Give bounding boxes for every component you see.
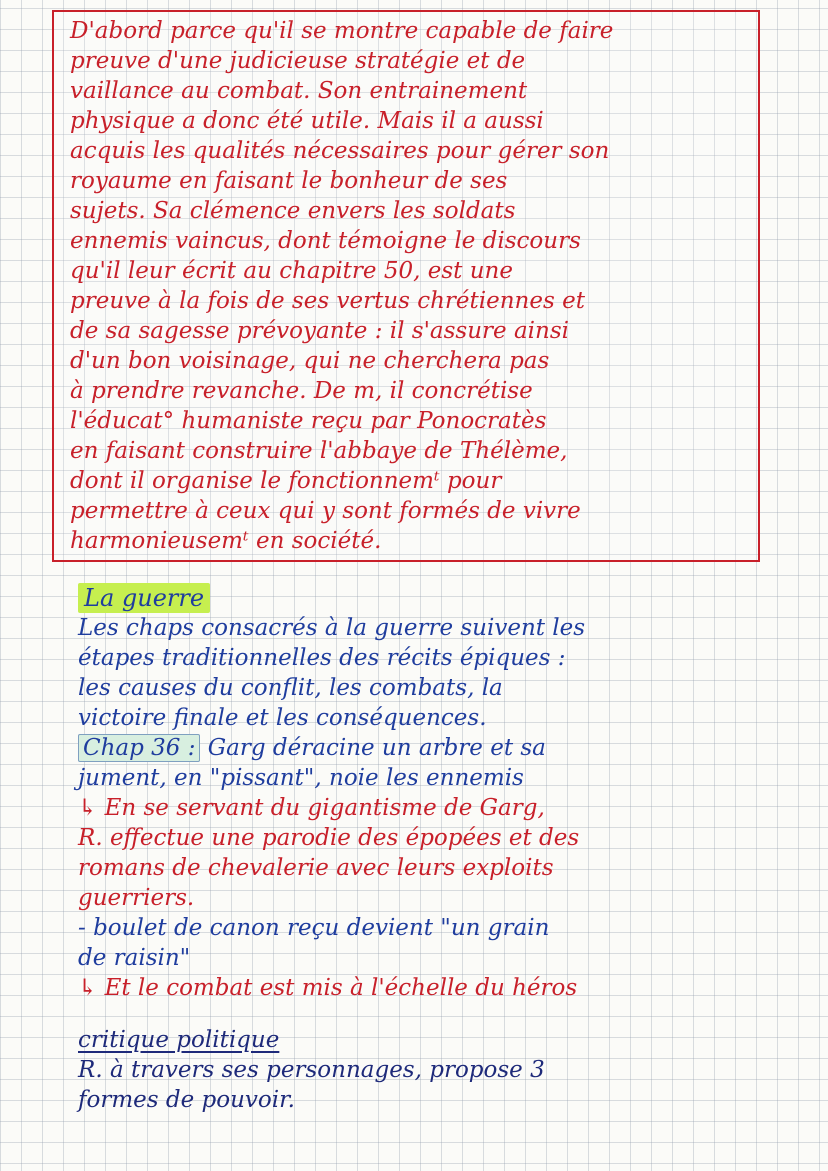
red-line: acquis les qualités nécessaires pour gérer son	[70, 138, 610, 164]
red-line: qu'il leur écrit au chapitre 50, est une	[70, 258, 513, 284]
boulet-note	[78, 913, 798, 973]
red-line: permettre à ceux qui y sont formés de vivre	[70, 498, 581, 524]
echelle-line: ↳ Et le combat est mis à l'échelle du héros	[78, 975, 578, 1001]
guerre-section	[78, 583, 798, 1003]
guerre-heading: La guerre	[78, 583, 210, 613]
red-line: l'éducat° humaniste reçu par Ponocratès	[70, 408, 547, 434]
red-line: preuve d'une judicieuse stratégie et de	[70, 48, 526, 74]
red-line: physique a donc été utile. Mais il a aussi	[70, 108, 544, 134]
chap-36-note	[78, 733, 798, 793]
red-line: D'abord parce qu'il se montre capable de faire	[70, 18, 614, 44]
red-line: ennemis vaincus, dont témoigne le discours	[70, 228, 581, 254]
analysis-line: guerriers.	[78, 885, 195, 911]
analysis-line: romans de chevalerie avec leurs exploits	[78, 855, 554, 881]
intro-line: étapes traditionnelles des récits épiques :	[78, 645, 566, 671]
red-line: d'un bon voisinage, qui ne cherchera pas	[70, 348, 550, 374]
chap-36-text: Garg déracine un arbre et sa	[207, 735, 546, 761]
chap-36-line-2: jument, en "pissant", noie les ennemis	[78, 765, 524, 791]
chap-36-line	[78, 733, 798, 763]
echelle-note	[78, 973, 798, 1003]
analysis-line: R. effectue une parodie des épopées et des	[78, 825, 580, 851]
red-line: vaillance au combat. Son entrainement	[70, 78, 528, 104]
chap-36-label: Chap 36 :	[78, 734, 200, 762]
intro-line: Les chaps consacrés à la guerre suivent les	[78, 615, 586, 641]
critique-line: R. à travers ses personnages, propose 3	[78, 1057, 545, 1083]
intro-line: les causes du conflit, les combats, la	[78, 675, 503, 701]
critique-heading: critique politique	[78, 1027, 280, 1053]
red-line: royaume en faisant le bonheur de ses	[70, 168, 508, 194]
guerre-intro	[78, 613, 798, 733]
red-line: harmonieusemᵗ en société.	[70, 528, 382, 554]
red-line: à prendre revanche. De m, il concrétise	[70, 378, 533, 404]
boulet-line: - boulet de canon reçu devient "un grain	[78, 915, 550, 941]
critique-section	[78, 1025, 798, 1115]
analysis-line: ↳ En se servant du gigantisme de Garg,	[78, 795, 545, 821]
red-line: de sa sagesse prévoyante : il s'assure ainsi	[70, 318, 570, 344]
red-line: en faisant construire l'abbaye de Thélème,	[70, 438, 568, 464]
critique-line: formes de pouvoir.	[78, 1087, 295, 1113]
red-line: sujets. Sa clémence envers les soldats	[70, 198, 516, 224]
red-boxed-paragraph	[70, 16, 760, 556]
intro-line: victoire finale et les conséquences.	[78, 705, 487, 731]
red-line: preuve à la fois de ses vertus chrétiennes et	[70, 288, 585, 314]
chap-36-analysis	[78, 793, 798, 913]
red-line: dont il organise le fonctionnemᵗ pour	[70, 468, 502, 494]
boulet-line: de raisin"	[78, 945, 191, 971]
